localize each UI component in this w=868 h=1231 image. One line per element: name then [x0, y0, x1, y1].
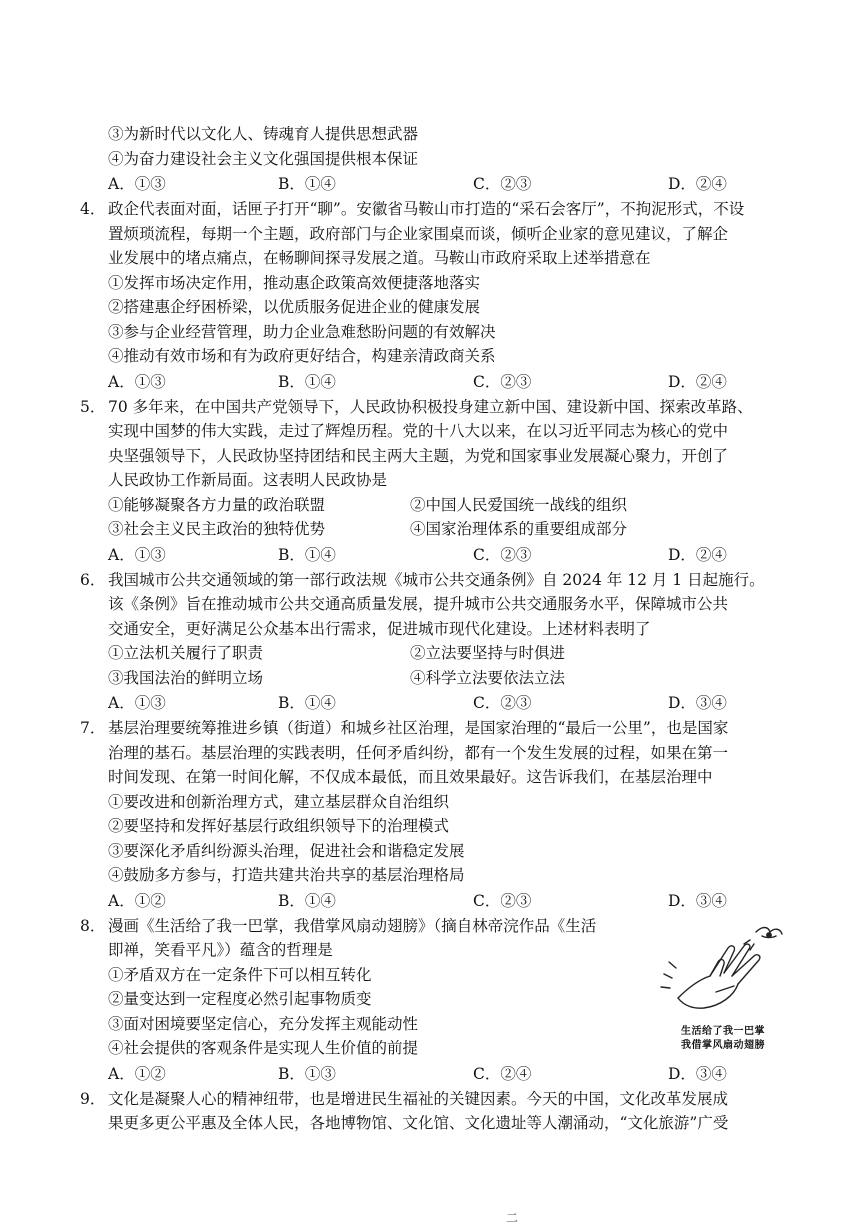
question-stem: 70 多年来，在中国共产党领导下，人民政协积极投身建立新中国、建设新中国、探索改革路、	[108, 397, 753, 416]
answer-choices	[80, 171, 786, 197]
question-number: 9．	[80, 1089, 106, 1108]
question-sheet	[80, 122, 786, 1136]
option-item: ①能够凝聚各方力量的政治联盟	[108, 495, 326, 514]
question-8	[80, 914, 786, 1087]
answer-b[interactable]: B．①④	[278, 694, 336, 712]
question-3-tail	[80, 122, 786, 197]
option-item: ②要坚持和发挥好基层行政组织领导下的治理模式	[108, 817, 450, 835]
question-stem: 文化是凝聚人心的精神纽带，也是增进民生福祉的关键因素。今天的中国，文化改革发展成	[108, 1089, 729, 1108]
option-item: ②立法要坚持与时俱进	[410, 644, 566, 662]
question-stem: 基层治理要统筹推进乡镇（街道）和城乡社区治理，是国家治理的“最后一公里”，也是国家	[108, 719, 729, 737]
cartoon-caption: 我借掌风扇动翅膀	[681, 1040, 765, 1051]
option-item: ④推动有效市场和有为政府更好结合，构建亲清政商关系	[108, 347, 496, 365]
cartoon-illustration	[658, 918, 788, 1058]
option-item: ①发挥市场决定作用，推动惠企政策高效便捷落地落实	[108, 273, 481, 292]
answer-choices	[80, 888, 786, 914]
option-item: ①矛盾双方在一定条件下可以相互转化	[108, 965, 372, 984]
answer-b[interactable]: B．①③	[278, 1064, 336, 1083]
option-item: ③我国法治的鲜明立场	[108, 668, 264, 687]
option-row	[80, 641, 786, 666]
question-stem: 果更多更公平惠及全体人民，各地博物馆、文化馆、文化遗址等人潮涌动，“文化旅游”广受	[108, 1114, 729, 1132]
answer-c[interactable]: C．②③	[473, 175, 532, 193]
option-item: ④国家治理体系的重要组成部分	[410, 520, 628, 538]
answer-d[interactable]: D．③④	[668, 1064, 727, 1083]
question-number: 6．	[80, 570, 106, 589]
question-number: 4．	[80, 200, 106, 218]
option-item: ④鼓励多方参与，打造共建共治共享的基层治理格局	[108, 866, 465, 884]
question-stem: 业发展中的堵点痛点，在畅聊间探寻发展之道。马鞍山市政府采取上述举措意在	[108, 249, 651, 267]
question-5	[80, 395, 786, 568]
answer-d[interactable]: D．②④	[668, 372, 727, 391]
option-item: ②量变达到一定程度必然引起事物质变	[108, 990, 372, 1008]
answer-b[interactable]: B．①④	[278, 175, 336, 193]
answer-d[interactable]: D．③④	[668, 694, 727, 712]
answer-choices	[80, 690, 786, 716]
question-stem: 漫画《生活给了我一巴掌，我借掌风扇动翅膀》（摘自林帝浣作品《生活	[108, 916, 597, 935]
answer-choices	[80, 369, 786, 395]
answer-c[interactable]: C．②③	[473, 545, 532, 564]
answer-a[interactable]: A．①③	[108, 372, 166, 391]
option-item: ②中国人民爱国统一战线的组织	[410, 495, 628, 514]
answer-b[interactable]: B．①④	[278, 891, 336, 910]
answer-b[interactable]: B．①④	[278, 545, 336, 564]
answer-a[interactable]: A．①③	[108, 175, 166, 193]
question-stem: 即禅，笑看平凡》）蕴含的哲理是	[108, 941, 333, 959]
question-4	[80, 197, 786, 395]
question-7	[80, 716, 786, 914]
question-stem: 该《条例》旨在推动城市公共交通高质量发展，提升城市公共交通服务水平，保障城市公共	[108, 595, 729, 613]
option-item: ④科学立法要依法立法	[410, 668, 566, 687]
option-item: ④为奋力建设社会主义文化强国提供根本保证	[108, 149, 419, 168]
question-6	[80, 568, 786, 717]
question-number: 8．	[80, 916, 106, 935]
question-9	[80, 1087, 786, 1136]
option-item: ③参与企业经营管理，助力企业急难愁盼问题的有效解决	[108, 322, 496, 341]
option-row	[80, 493, 786, 518]
answer-a[interactable]: A．①②	[108, 1064, 166, 1083]
option-item: ③面对困境要坚定信心，充分发挥主观能动性	[108, 1014, 419, 1033]
question-stem: 交通安全，更好满足公众基本出行需求，促进城市现代化建设。上述材料表明了	[108, 619, 651, 638]
question-number: 7．	[80, 719, 106, 737]
option-item: ③社会主义民主政治的独特优势	[108, 520, 326, 538]
answer-c[interactable]: C．②③	[473, 372, 532, 391]
question-stem: 实现中国梦的伟大实践，走过了辉煌历程。党的十八大以来，在以习近平同志为核心的党中	[108, 422, 729, 440]
question-stem: 时间发现、在第一时间化解，不仅成本最低，而且效果最好。这告诉我们，在基层治理中	[108, 768, 713, 786]
answer-b[interactable]: B．①④	[278, 372, 336, 391]
cartoon-caption: 生活给了我一巴掌	[681, 1026, 765, 1037]
answer-d[interactable]: D．②④	[668, 545, 727, 564]
question-stem: 政企代表面对面，话匣子打开“聊”。安徽省马鞍山市打造的“采石会客厅”，不拘泥形式，不设	[108, 200, 745, 218]
answer-a[interactable]: A．①③	[108, 694, 166, 712]
question-stem: 我国城市公共交通领域的第一部行政法规《城市公共交通条例》自 2024 年 12 月 1 日起施行。	[108, 570, 765, 589]
answer-a[interactable]: A．①②	[108, 891, 166, 910]
question-stem: 央坚强领导下，人民政协坚持团结和民主两大主题，为党和国家事业发展凝心聚力，开创了	[108, 446, 729, 465]
option-item: ③要深化矛盾纠纷源头治理，促进社会和谐稳定发展	[108, 841, 465, 860]
answer-choices	[80, 1061, 786, 1087]
option-item: ①立法机关履行了职责	[108, 644, 264, 662]
answer-a[interactable]: A．①③	[108, 545, 166, 564]
page-footer-mark: 二	[506, 1211, 519, 1225]
option-item: ④社会提供的客观条件是实现人生价值的前提	[108, 1039, 419, 1057]
answer-c[interactable]: C．②③	[473, 891, 532, 910]
option-item: ③为新时代以文化人、铸魂育人提供思想武器	[108, 125, 419, 143]
question-stem: 置烦琐流程，每期一个主题，政府部门与企业家围桌而谈，倾听企业家的意见建议，了解企	[108, 224, 729, 243]
slapping-hand-icon	[658, 918, 788, 1018]
question-stem: 治理的基石。基层治理的实践表明，任何矛盾纠纷，都有一个发生发展的过程，如果在第一	[108, 743, 729, 762]
option-row	[80, 517, 786, 542]
answer-d[interactable]: D．③④	[668, 891, 727, 910]
answer-d[interactable]: D．②④	[668, 175, 727, 193]
question-stem: 人民政协工作新局面。这表明人民政协是	[108, 471, 388, 489]
option-item: ①要改进和创新治理方式，建立基层群众自治组织	[108, 792, 450, 811]
answer-c[interactable]: C．②③	[473, 694, 532, 712]
answer-choices	[80, 542, 786, 568]
option-row	[80, 666, 786, 691]
question-number: 5．	[80, 397, 106, 416]
option-item: ②搭建惠企纾困桥梁，以优质服务促进企业的健康发展	[108, 298, 481, 316]
answer-c[interactable]: C．②④	[473, 1064, 532, 1083]
